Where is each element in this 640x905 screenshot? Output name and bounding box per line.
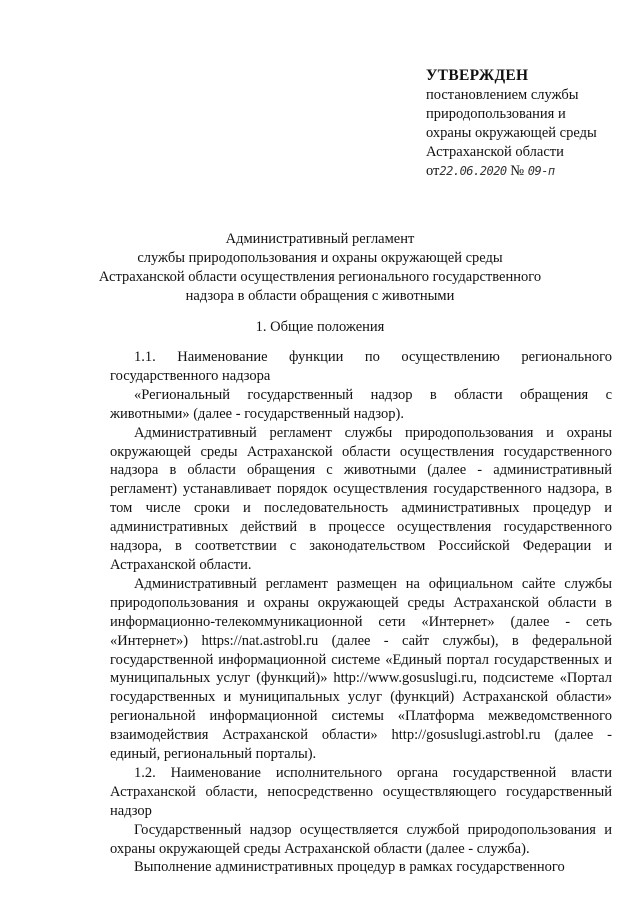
approval-line-1: постановлением службы bbox=[426, 87, 579, 103]
approval-date-prefix: от bbox=[426, 163, 440, 179]
approval-date-value: 22.06.2020 bbox=[439, 164, 507, 178]
approval-number-label: № bbox=[510, 163, 525, 179]
approval-line-3: охраны окружающей среды bbox=[426, 125, 597, 141]
title-line-1: Административный регламент bbox=[225, 231, 415, 247]
title-line-4: надзора в области обращения с животными bbox=[185, 288, 455, 304]
paragraph-1: 1.1. Наименование функции по осуществлению регионального государственного надзора bbox=[110, 349, 612, 384]
document-title bbox=[60, 230, 580, 306]
paragraph-3: Административный регламент службы природопользования и охраны окружающей среды Астраханской области осуществления государственного надзора в области обращения с животными (далее - административный регламент) устанавливает порядок осуществления государственного надзора, в том числе сроки и последовательность административных процедур и административных действий в процессе осуществления государственного надзора, в соответствии с законодательством Российской Федерации и Астраханской области. bbox=[110, 424, 612, 573]
approval-line-4: Астраханской области bbox=[426, 144, 564, 160]
paragraph-5: 1.2. Наименование исполнительного органа государственной власти Астраханской области, непосредственно осуществляющего государственный надзор bbox=[110, 764, 612, 819]
approval-heading: УТВЕРЖДЕН bbox=[426, 67, 529, 84]
document-body bbox=[110, 348, 612, 877]
paragraph-2: «Региональный государственный надзор в области обращения с животными» (далее - государственный надзор). bbox=[110, 386, 612, 422]
approval-number-value: 09-п bbox=[527, 164, 555, 178]
approval-line-2: природопользования и bbox=[426, 106, 566, 122]
section-heading: 1. Общие положения bbox=[255, 319, 385, 335]
title-line-2: службы природопользования и охраны окружающей среды bbox=[137, 250, 503, 266]
approval-date-line bbox=[426, 162, 626, 181]
paragraph-6: Государственный надзор осуществляется службой природопользования и охраны окружающей среды Астраханской области (далее - служба). bbox=[110, 821, 612, 857]
paragraph-4: Административный регламент размещен на официальном сайте службы природопользования и охраны окружающей среды Астраханской области в информационно-телекоммуникационной сети «Интернет» (далее - сеть «Интернет») https://nat.astrobl.ru (далее - сайт службы), в федеральной государственной информационной системе «Единый портал государственных и муниципальных услуг (функций)» http://www.gosuslugi.ru, подсистеме «Портал государственных и муниципальных услуг (функций) Астраханской области» региональной информационной системы «Платформа межведомственного взаимодействия Астраханской области» http://gosuslugi.astrobl.ru (далее - единый, региональный порталы). bbox=[110, 575, 612, 763]
paragraph-7: Выполнение административных процедур в рамках государственного bbox=[134, 859, 565, 876]
title-line-3: Астраханской области осуществления регионального государственного bbox=[98, 269, 542, 285]
approval-stamp bbox=[426, 66, 626, 181]
